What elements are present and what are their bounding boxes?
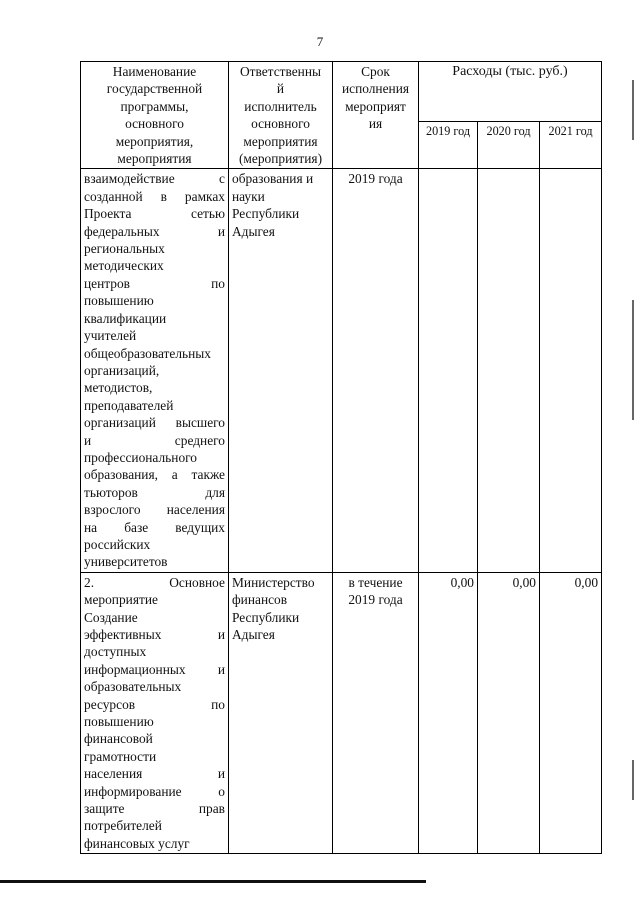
row-responsible-line: финансов xyxy=(232,592,288,608)
row-value-2021 xyxy=(540,169,602,572)
row-name-line: взрослого населения xyxy=(84,502,225,518)
row-name-line: тьюторов для xyxy=(84,484,225,500)
row-name-line: образовательных xyxy=(84,679,182,695)
row-deadline-cell xyxy=(333,169,419,572)
row-name-line: грамотности xyxy=(84,748,157,764)
row-responsible-cell xyxy=(229,572,333,854)
row-name-line: учителей xyxy=(84,328,137,344)
header-text: мероприятия, xyxy=(115,133,194,149)
row-value-2020: 0,00 xyxy=(478,572,540,854)
row-name-line: образования, а также xyxy=(84,467,225,483)
row-name-line: Проекта сетью xyxy=(84,206,225,222)
row-name-line: организаций, xyxy=(84,362,160,378)
row-name-line: методистов, xyxy=(84,380,153,396)
row-name-line: информирование о xyxy=(84,783,225,799)
row-name-line: университетов xyxy=(84,554,168,570)
row-name-line: общеобразовательных xyxy=(84,345,212,361)
row-responsible-line: образования и xyxy=(232,171,314,187)
row-value-2019: 0,00 xyxy=(419,572,478,854)
header-text: мероприятия xyxy=(243,133,318,149)
row-name-line: региональных xyxy=(84,241,165,257)
row-name-line: методических xyxy=(84,258,164,274)
scan-edge-mark xyxy=(632,80,634,140)
row-responsible-cell xyxy=(229,169,333,572)
header-text: основного xyxy=(125,116,184,132)
row-name-line: центров по xyxy=(84,275,225,291)
header-text: Ответственны xyxy=(239,64,322,79)
row-name-line: квалификации xyxy=(84,310,167,326)
row-deadline-line: в течение xyxy=(348,574,403,590)
header-text: государственной xyxy=(106,81,203,97)
row-responsible-line: Министерство xyxy=(232,574,315,590)
header-text: Срок xyxy=(361,64,390,79)
row-responsible-line: Адыгея xyxy=(232,627,275,642)
header-text: программы, xyxy=(120,98,189,114)
table-header-row xyxy=(81,62,602,122)
row-name-line: информационных и xyxy=(84,661,225,677)
row-name-line: организаций высшего xyxy=(84,415,225,431)
header-name xyxy=(81,62,229,169)
row-name-line: на базе ведущих xyxy=(84,519,225,535)
row-value-2020 xyxy=(478,169,540,572)
row-name-line: эффективных и xyxy=(84,627,225,642)
header-text: мероприятия xyxy=(117,151,192,167)
scan-edge-mark xyxy=(632,300,634,420)
row-name-cell xyxy=(81,169,229,572)
row-name-line: взаимодействие с xyxy=(84,171,225,187)
row-responsible-line: Адыгея xyxy=(232,223,275,239)
row-name-line: и среднего xyxy=(84,432,225,448)
row-deadline-cell xyxy=(333,572,419,854)
row-responsible-line: Республики xyxy=(232,206,300,222)
row-responsible-line: Республики xyxy=(232,609,300,625)
scan-edge-mark xyxy=(632,760,634,800)
row-name-line: мероприятие xyxy=(84,592,158,608)
row-name-cell xyxy=(81,572,229,854)
row-name-line: защите прав xyxy=(84,801,225,817)
row-name-line: ресурсов по xyxy=(84,696,225,712)
row-name-line: российских xyxy=(84,536,151,552)
row-name-line: потребителей xyxy=(84,818,162,834)
row-name-line: профессионального xyxy=(84,449,197,465)
row-name-line: доступных xyxy=(84,644,147,660)
header-year-2019: 2019 год xyxy=(419,121,478,169)
expenses-table xyxy=(80,61,602,854)
row-deadline-line: 2019 года xyxy=(348,592,403,608)
header-responsible xyxy=(229,62,333,169)
row-name-line: Создание xyxy=(84,609,138,625)
header-text: й xyxy=(276,81,285,97)
table-row xyxy=(81,572,602,854)
row-name-line: повышению xyxy=(84,714,154,730)
row-name-line: 2. Основное xyxy=(84,574,225,590)
header-text: исполнитель xyxy=(244,98,317,114)
row-name-line: финансовой xyxy=(84,731,153,747)
row-name-line: созданной в рамках xyxy=(84,188,225,204)
header-year-2021: 2021 год xyxy=(540,121,602,169)
row-name-line: преподавателей xyxy=(84,397,174,413)
header-text: (мероприятия) xyxy=(238,151,323,167)
header-year-2020: 2020 год xyxy=(478,121,540,169)
page-number: 7 xyxy=(316,34,324,49)
row-deadline-line: 2019 года xyxy=(348,171,403,187)
scan-edge-bar xyxy=(0,880,426,883)
row-value-2021: 0,00 xyxy=(540,572,602,854)
row-value-2019 xyxy=(419,169,478,572)
row-responsible-line: науки xyxy=(232,188,265,204)
row-name-line: повышению xyxy=(84,293,154,309)
header-text: основного xyxy=(251,116,310,132)
header-expenses: Расходы (тыс. руб.) xyxy=(419,62,602,122)
row-name-line: населения и xyxy=(84,766,225,782)
header-text: мероприят xyxy=(345,98,406,114)
header-text: Наименование xyxy=(112,64,197,79)
table-row xyxy=(81,169,602,572)
header-text: ия xyxy=(368,116,383,132)
row-name-line: финансовых услуг xyxy=(84,835,190,851)
header-deadline xyxy=(333,62,419,169)
header-text: исполнения xyxy=(341,81,410,97)
row-name-line: федеральных и xyxy=(84,223,225,239)
